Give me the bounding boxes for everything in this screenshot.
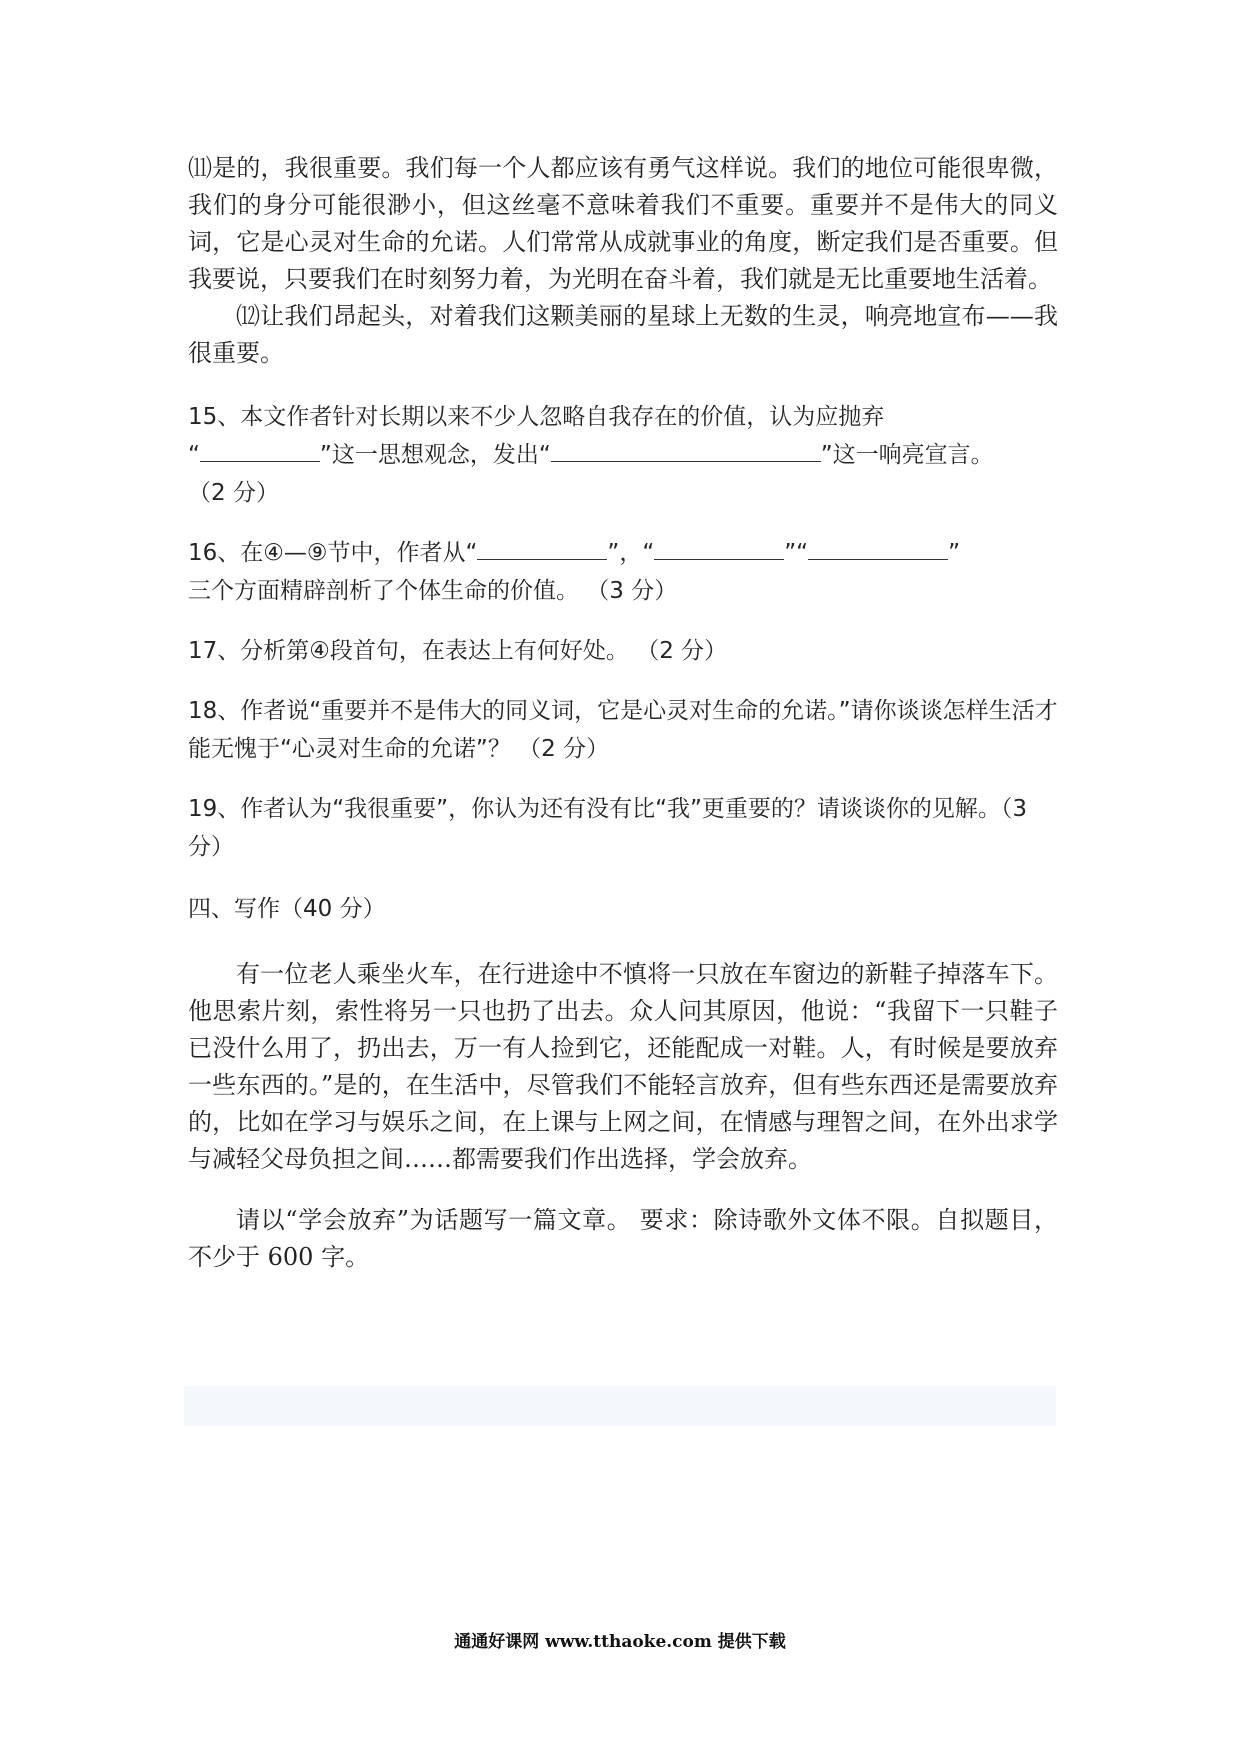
passage-paragraph-12: ⑿让我们昂起头，对着我们这颗美丽的星球上无数的生灵，响亮地宣布——我很重要。 <box>188 302 1058 367</box>
question-15-blank-1[interactable] <box>200 439 320 462</box>
question-15-score: （2 分） <box>188 480 279 506</box>
question-18-text: 18、作者说“重要并不是伟大的同义词，它是心灵对生命的允诺。”请你谈谈怎样生活才能无愧于“心灵对生命的允诺”？ （2 分） <box>188 698 1058 762</box>
writing-prompt: 请以“学会放弃”为话题写一篇文章。 要求：除诗歌外文体不限。自拟题目，不少于 600 字。 <box>188 1206 1058 1271</box>
question-16-text-b: ”，“ <box>607 540 655 566</box>
question-15-blank-2[interactable] <box>551 439 821 462</box>
question-19 <box>188 790 1058 866</box>
question-16-text-c: ”“ <box>784 540 809 566</box>
question-16-text-a: 16、在④—⑨节中，作者从“ <box>188 540 478 566</box>
question-17-text: 17、分析第④段首句，在表达上有何好处。 （2 分） <box>188 638 728 664</box>
question-16-blank-1[interactable] <box>477 537 607 560</box>
document-content <box>188 150 1058 1276</box>
writing-material: 有一位老人乘坐火车，在行进途中不慎将一只放在车窗边的新鞋子掉落车下。他思索片刻，索性将另一只也扔了出去。众人问其原因，他说：“我留下一只鞋子已没什么用了，扔出去，万一有人捡到它，还能配成一对鞋。人，有时候是要放弃一些东西的。”是的，在生活中，尽管我们不能轻言放弃，但有些东西还是需要放弃的，比如在学习与娱乐之间，在上课与上网之间，在情感与理智之间，在外出求学与减轻父母负担之间……都需要我们作出选择，学会放弃。 <box>188 960 1058 1173</box>
question-15-line1: 15、本文作者针对长期以来不少人忽略自我存在的价值，认为应抛弃 <box>188 404 885 430</box>
question-17 <box>188 632 1058 670</box>
question-19-text: 19、作者认为“我很重要”，你认为还有没有比“我”更重要的？请谈谈你的见解。（3 分） <box>188 796 1028 860</box>
question-16-text-d: ” <box>948 540 961 566</box>
passage-paragraph-11: ⑾是的，我很重要。我们每一个人都应该有勇气这样说。我们的地位可能很卑微，我们的身分可能很渺小，但这丝毫不意味着我们不重要。重要并不是伟大的同义词，它是心灵对生命的允诺。人们常常从成就事业的角度，断定我们是否重要。但我要说，只要我们在时刻努力着，为光明在奋斗着，我们就是无比重要地生活着。 <box>188 154 1058 293</box>
writing-section-title: 四、写作（40 分） <box>188 896 386 922</box>
question-18 <box>188 692 1058 768</box>
question-15 <box>188 398 1058 512</box>
shaded-band <box>184 1386 1056 1426</box>
question-15-open-quote: “ <box>188 442 200 468</box>
question-15-end-text: ”这一响亮宣言。 <box>820 442 994 468</box>
question-16-line2: 三个方面精辟剖析了个体生命的价值。 （3 分） <box>188 578 678 604</box>
question-15-middle-text: ”这一思想观念，发出“ <box>319 442 551 468</box>
question-16 <box>188 534 1058 610</box>
question-15-line2 <box>188 436 1058 474</box>
page-footer: 通通好课网 www.tthaoke.com 提供下载 <box>454 1632 786 1652</box>
question-16-blank-2[interactable] <box>654 537 784 560</box>
question-16-line1 <box>188 534 1058 572</box>
question-16-blank-3[interactable] <box>808 537 948 560</box>
